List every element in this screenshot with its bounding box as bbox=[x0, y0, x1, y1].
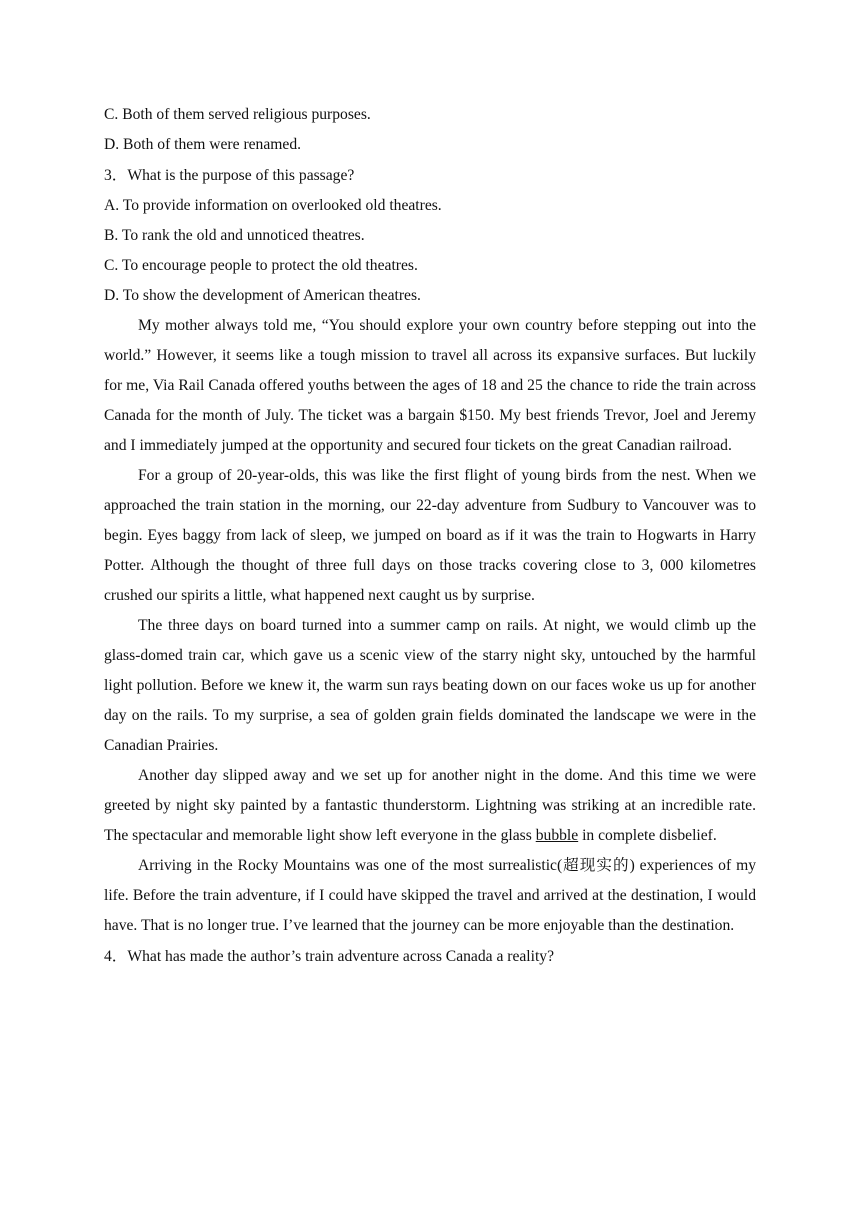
q3-option-a: A. To provide information on overlooked old theatres. bbox=[104, 197, 442, 214]
passage-paragraph-3: The three days on board turned into a summer camp on rails. At night, we would climb up the glass-domed train car, which gave us a scenic view of the starry night sky, untouched by the harmful light pollution. Before we knew it, the warm sun rays beating down on our faces woke us up for another day on the rails. To my surprise, a sea of golden grain fields dominated the landscape we were in the Canadian Prairies. bbox=[104, 617, 756, 754]
q3-option-b: B. To rank the old and unnoticed theatres. bbox=[104, 227, 365, 244]
passage-paragraph-5: Arriving in the Rocky Mountains was one of the most surrealistic(超现实的) experiences of my life. Before the train adventure, if I could have skipped the travel and arrived at the destination, I would have. That is no longer true. I’ve learned that the journey can be more enjoyable than the destination. bbox=[104, 857, 756, 934]
underlined-word-bubble: bubble bbox=[535, 827, 579, 844]
document-page bbox=[104, 100, 756, 972]
paragraph-4-text-end: in complete disbelief. bbox=[578, 827, 717, 844]
passage-paragraph-4 bbox=[104, 761, 756, 851]
question-4-stem: 4．What has made the author’s train adventure across Canada a reality? bbox=[104, 948, 555, 965]
q2-option-c: C. Both of them served religious purposes. bbox=[104, 106, 371, 123]
q2-option-d: D. Both of them were renamed. bbox=[104, 136, 302, 153]
passage-paragraph-1: My mother always told me, “You should explore your own country before stepping out into the world.” However, it seems like a tough mission to travel all across its expansive surfaces. But luckily for me, Via Rail Canada offered youths between the ages of 18 and 25 the chance to ride the train across Canada for the month of July. The ticket was a bargain $150. My best friends Trevor, Joel and Jeremy and I immediately jumped at the opportunity and secured four tickets on the great Canadian railroad. bbox=[104, 317, 756, 454]
paragraph-4-text-start: Another day slipped away and we set up for another night in the dome. And this time we were greeted by night sky painted by a fantastic thunderstorm. Lightning was striking at an incredible rate. The spectacular and memorable light show left everyone in the glass bbox=[104, 767, 756, 844]
q3-option-c: C. To encourage people to protect the old theatres. bbox=[104, 257, 418, 274]
question-3-stem: 3．What is the purpose of this passage? bbox=[104, 167, 355, 184]
q3-option-d: D. To show the development of American theatres. bbox=[104, 287, 421, 304]
passage-paragraph-2: For a group of 20-year-olds, this was like the first flight of young birds from the nest. When we approached the train station in the morning, our 22-day adventure from Sudbury to Vancouver was to begin. Eyes baggy from lack of sleep, we jumped on board as if it was the train to Hogwarts in Harry Potter. Although the thought of three full days on those tracks covering close to 3, 000 kilometres crushed our spirits a little, what happened next caught us by surprise. bbox=[104, 467, 756, 604]
